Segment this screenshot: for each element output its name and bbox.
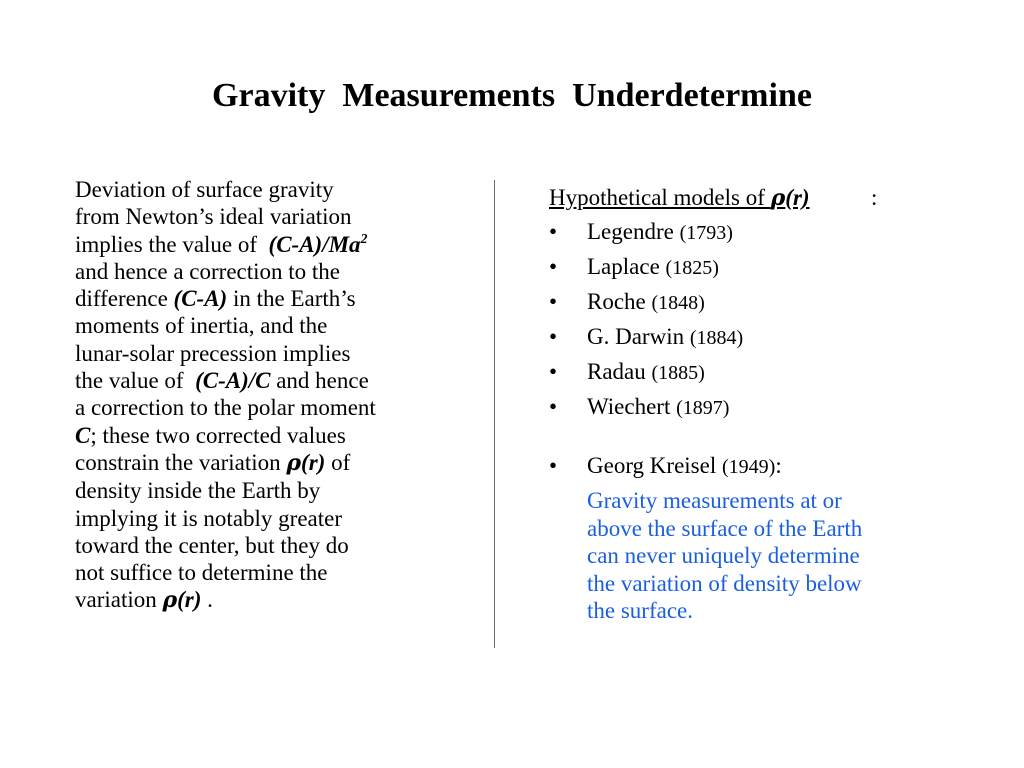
quote-line: the variation of density below [587, 570, 862, 596]
bullet-icon: • [549, 254, 558, 279]
quote-line: can never uniquely determine [587, 543, 860, 568]
left-paragraph [75, 176, 475, 615]
expression-c-minus-a-over-c: (C-A)/C [195, 368, 271, 394]
paragraph-line: a correction to the polar moment [75, 395, 376, 421]
model-year: (1848) [651, 292, 705, 314]
paragraph-line [75, 586, 475, 614]
paragraph-text: of [325, 449, 351, 475]
model-year: (1949) [721, 456, 776, 478]
paragraph-text: in the Earth’s [227, 286, 356, 312]
paragraph-line: implying it is notably greater [75, 505, 343, 531]
model-year: (1825) [665, 257, 719, 279]
model-name: Legendre [587, 219, 680, 244]
rho-symbol: ρ [162, 587, 178, 614]
bullet-icon: • [549, 324, 558, 349]
paragraph-line: and hence a correction to the [75, 258, 341, 284]
heading-text: Hypothetical models of [549, 185, 771, 210]
paragraph-text: ; these two corrected values [90, 422, 346, 448]
paragraph-line: toward the center, but they do [75, 532, 349, 558]
list-item [549, 320, 989, 355]
paragraph-line [75, 285, 475, 312]
right-column [549, 181, 989, 625]
paragraph-text: variation [75, 587, 163, 613]
model-year: (1897) [676, 397, 730, 419]
bullet-icon: • [549, 453, 558, 478]
expression-c-minus-a-over-ma2 [269, 232, 368, 257]
model-name: G. Darwin [587, 324, 690, 349]
paragraph-line: density inside the Earth by [75, 478, 321, 504]
paragraph-text: the value of [75, 368, 196, 394]
paragraph-text: and hence [270, 368, 369, 394]
list-item-kreisel [549, 449, 989, 484]
bullet-icon: • [549, 394, 558, 419]
quote-line: Gravity measurements at or [587, 488, 842, 513]
expression-text: (C-A)/Ma [268, 231, 361, 257]
rho-symbol: ρ [770, 185, 786, 211]
list-item [549, 250, 989, 285]
list-item [549, 355, 989, 390]
expression-c: C [75, 422, 91, 448]
slide-title: Gravity Measurements Underdetermine [212, 77, 812, 114]
model-name: Laplace [587, 254, 666, 279]
paragraph-line [75, 231, 475, 258]
paragraph-text: . [201, 587, 213, 613]
paragraph-line: not suffice to determine the [75, 560, 328, 586]
expression-r: (r) [785, 185, 810, 210]
list-item [549, 390, 989, 425]
models-heading [549, 181, 989, 215]
expression-c-minus-a: (C-A) [173, 286, 228, 312]
model-year: (1884) [689, 327, 744, 349]
kreisel-quote [549, 487, 989, 625]
paragraph-line: Deviation of surface gravity [75, 177, 334, 202]
models-list [549, 215, 989, 425]
expression-r: (r) [301, 449, 326, 475]
list-item [549, 215, 989, 250]
paragraph-line [75, 449, 475, 477]
bullet-icon: • [549, 219, 558, 244]
model-year: (1885) [651, 362, 705, 384]
list-spacer [549, 425, 989, 449]
model-name: Roche [587, 289, 652, 314]
model-year: (1793) [679, 222, 733, 244]
model-name: Radau [587, 359, 652, 384]
paragraph-text: difference [75, 286, 174, 312]
model-name: Wiechert [587, 394, 677, 419]
heading-colon: : [871, 185, 878, 210]
paragraph-line: moments of inertia, and the [75, 313, 328, 339]
quote-line: the surface. [587, 598, 693, 623]
paragraph-text: constrain the variation [75, 449, 287, 475]
paragraph-line [75, 367, 475, 394]
list-item [549, 285, 989, 320]
rho-symbol: ρ [286, 449, 302, 476]
paragraph-line: from Newton’s ideal variation [75, 204, 352, 230]
kreisel-colon: : [775, 453, 782, 478]
expression-r: (r) [177, 587, 202, 613]
paragraph-text: implies the value of [75, 231, 269, 257]
paragraph-line: lunar-solar precession implies [75, 340, 351, 366]
paragraph-line [75, 422, 475, 449]
bullet-icon: • [549, 289, 558, 314]
kreisel-list [549, 449, 989, 484]
exponent: 2 [360, 231, 368, 247]
bullet-icon: • [549, 359, 558, 384]
quote-line: above the surface of the Earth [587, 515, 863, 541]
column-divider [494, 180, 495, 648]
model-name: Georg Kreisel [587, 453, 722, 478]
